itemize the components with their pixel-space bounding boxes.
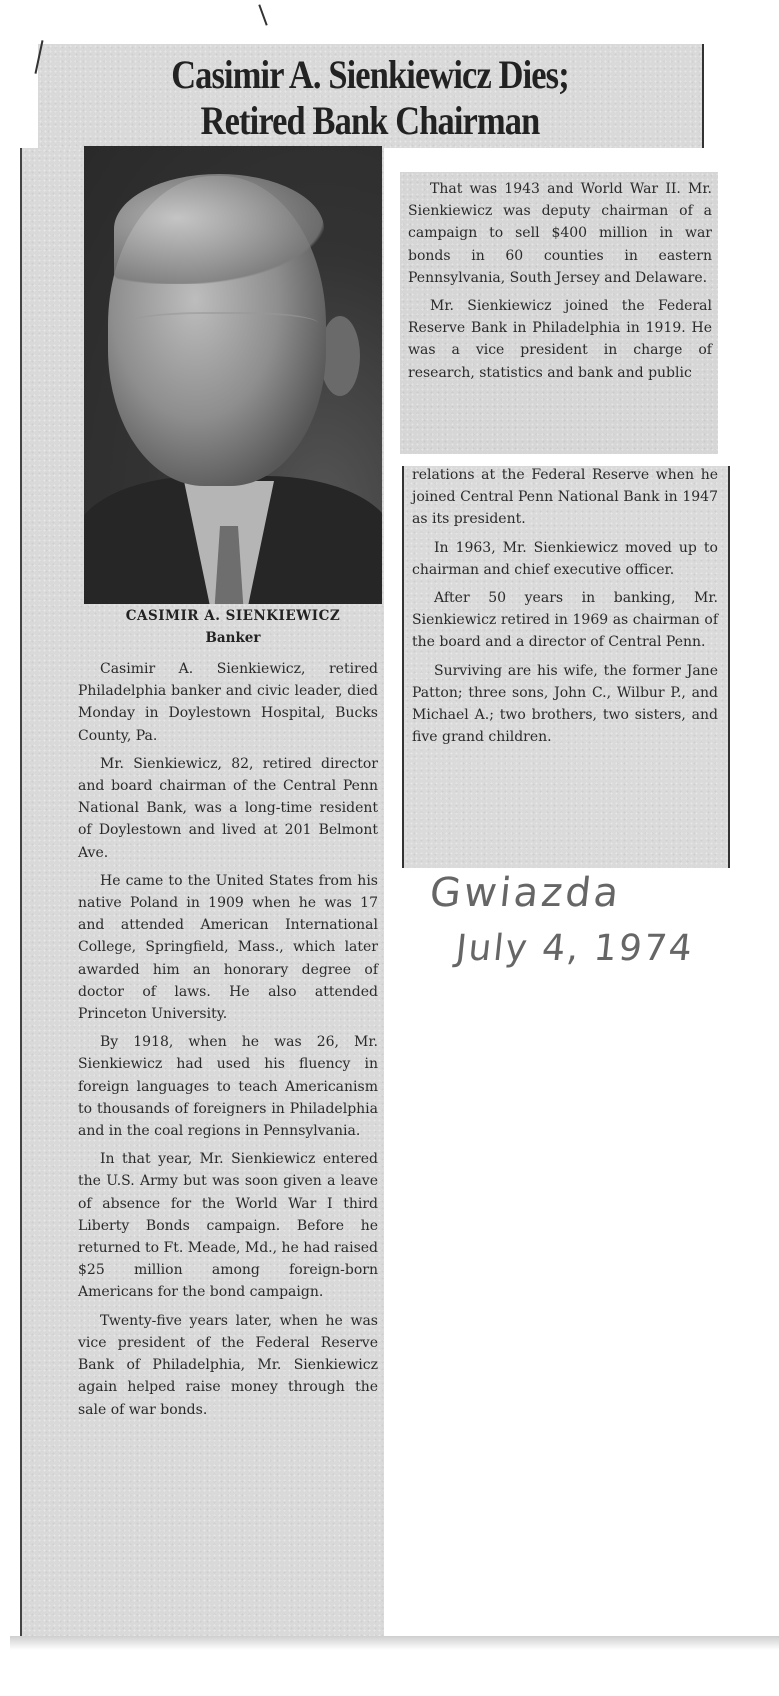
paragraph: That was 1943 and World War II. Mr. Sienkiewicz was deputy chairman of a campaign to sell $400 million in war bonds in 60 counties in eastern Pennsylvania, South Jersey and Delaware. [408, 181, 712, 286]
right-column-top-text [408, 178, 712, 390]
right-column-bottom-text [412, 464, 718, 754]
headline-line-2: Retired Bank Chairman [200, 98, 540, 143]
handwritten-publication: Gwiazda [427, 870, 624, 916]
paragraph: In that year, Mr. Sienkiewicz entered the U.S. Army but was soon given a leave of absence for the World War I third Liberty Bonds campaign. Before he returned to Ft. Meade, Md., he had raised $25 million among foreign-born Americans for the bond campaign. [78, 1151, 379, 1301]
headline-clipping [38, 44, 704, 148]
headline-line-1: Casimir A. Sienkiewicz Dies; [171, 52, 569, 97]
scan-shadow [10, 1636, 779, 1650]
paragraph: By 1918, when he was 26, Mr. Sienkiewicz had used his fluency in foreign languages to teach Americanism to thousands of foreigners in Philadelphia and in the coal regions in Pennsylvania. [78, 1034, 378, 1140]
paragraph: Surviving are his wife, the former Jane Patton; three sons, John C., Wilbur P., and Michael A.; two brothers, two sisters, and five grand children. [412, 662, 718, 746]
paragraph: Mr. Sienkiewicz, 82, retired director and board chairman of the Central Penn National Bank, was a long-time resident of Doylestown and lived at 201 Belmont Ave. [78, 755, 378, 861]
paragraph: Twenty-five years later, when he was vice president of the Federal Reserve Bank of Philadelphia, Mr. Sienkiewicz again helped raise money through the sale of war bonds. [78, 1312, 378, 1418]
handwritten-date: July 4, 1974 [453, 928, 696, 969]
paragraph-continuation: relations at the Federal Reserve when he joined Central Penn National Bank in 1947 as its president. [412, 467, 718, 528]
photo-glasses [128, 312, 318, 340]
paragraph: Casimir A. Sienkiewicz, retired Philadelphia banker and civic leader, died Monday in Doylestown Hospital, Bucks County, Pa. [78, 661, 378, 744]
paragraph: Mr. Sienkiewicz joined the Federal Reserve Bank in Philadelphia in 1919. He was a vice president in charge of research, statistics and bank and public [408, 298, 712, 381]
photo-caption-role: Banker [205, 630, 261, 646]
photo-ear [320, 316, 360, 396]
paragraph: In 1963, Mr. Sienkiewicz moved up to chairman and chief executive officer. [412, 539, 718, 578]
photo-caption-name: CASIMIR A. SIENKIEWICZ [125, 608, 341, 624]
photo-hair [114, 174, 324, 284]
paragraph: After 50 years in banking, Mr. Sienkiewicz retired in 1969 as chairman of the board and a director of Central Penn. [412, 590, 718, 651]
left-column-text [78, 658, 378, 1427]
clipping-edge-mark [258, 4, 267, 25]
portrait-photo [84, 146, 382, 604]
paragraph: He came to the United States from his native Poland in 1909 when he was 17 and attended American International College, Springfield, Mass., which later awarded him an honorary degree of doctor of laws. He also attended Princeton University. [78, 872, 378, 1023]
